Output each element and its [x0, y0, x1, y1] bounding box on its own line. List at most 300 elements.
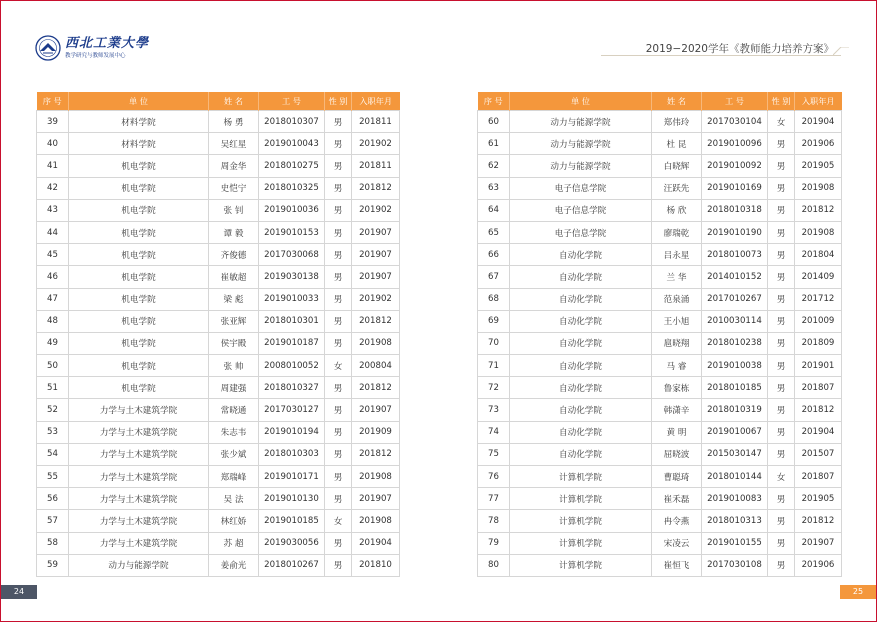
hire-date-cell: 201809: [795, 332, 842, 354]
gender-cell: 男: [768, 399, 795, 421]
row-index: 41: [37, 155, 69, 177]
row-index: 44: [37, 221, 69, 243]
gender-cell: 男: [325, 266, 352, 288]
unit-cell: 机电学院: [69, 377, 209, 399]
gender-cell: 男: [325, 133, 352, 155]
gender-cell: 男: [325, 399, 352, 421]
hire-date-cell: 201812: [352, 310, 400, 332]
unit-cell: 力学与土木建筑学院: [69, 399, 209, 421]
gender-cell: 女: [325, 355, 352, 377]
hire-date-cell: 200804: [352, 355, 400, 377]
table-row: [37, 355, 400, 377]
name-cell: 扈晓翔: [652, 332, 702, 354]
staff-id-cell: 2019010187: [259, 332, 325, 354]
unit-cell: 电子信息学院: [510, 199, 652, 221]
gender-cell: 男: [325, 221, 352, 243]
row-index: 69: [478, 310, 510, 332]
hire-date-cell: 201812: [352, 443, 400, 465]
gender-cell: 男: [768, 221, 795, 243]
name-cell: 屈晓波: [652, 443, 702, 465]
unit-cell: 力学与土木建筑学院: [69, 421, 209, 443]
table-row: [37, 532, 400, 554]
gender-cell: 男: [325, 488, 352, 510]
staff-id-cell: 2019010083: [702, 488, 768, 510]
hire-date-cell: 201905: [795, 155, 842, 177]
hire-date-cell: 201909: [352, 421, 400, 443]
unit-cell: 计算机学院: [510, 532, 652, 554]
name-header: 姓 名: [652, 92, 702, 111]
staff-id-cell: 2019010092: [702, 155, 768, 177]
table-row: [478, 377, 842, 399]
gender-cell: 男: [325, 244, 352, 266]
unit-header: 单 位: [69, 92, 209, 111]
table-row: [37, 399, 400, 421]
staff-id-cell: 2018010301: [259, 310, 325, 332]
unit-cell: 动力与能源学院: [510, 111, 652, 133]
unit-cell: 力学与土木建筑学院: [69, 443, 209, 465]
name-cell: 冉令燕: [652, 510, 702, 532]
hire-date-cell: 201807: [795, 377, 842, 399]
staff-id-cell: 2017030108: [702, 554, 768, 576]
table-row: [37, 443, 400, 465]
row-index: 73: [478, 399, 510, 421]
unit-cell: 力学与土木建筑学院: [69, 488, 209, 510]
unit-cell: 机电学院: [69, 288, 209, 310]
name-cell: 梁 彪: [209, 288, 259, 310]
table-row: [37, 332, 400, 354]
table-row: [478, 532, 842, 554]
staff-id-cell: 2015030147: [702, 443, 768, 465]
staff-id-cell: 2018010144: [702, 466, 768, 488]
unit-cell: 自动化学院: [510, 332, 652, 354]
row-index: 67: [478, 266, 510, 288]
table-row: [478, 177, 842, 199]
gender-cell: 女: [325, 510, 352, 532]
unit-cell: 动力与能源学院: [510, 133, 652, 155]
row-index: 68: [478, 288, 510, 310]
staff-id-cell: 2018010238: [702, 332, 768, 354]
staff-id-cell: 2019010033: [259, 288, 325, 310]
university-emblem-icon: [35, 35, 61, 61]
table-row: [478, 111, 842, 133]
hire-date-cell: 201810: [352, 554, 400, 576]
row-index: 76: [478, 466, 510, 488]
hire-date-cell: 201409: [795, 266, 842, 288]
name-cell: 杜 昆: [652, 133, 702, 155]
hire-date-cell: 201905: [795, 488, 842, 510]
gender-cell: 男: [768, 421, 795, 443]
staff-id-cell: 2019010169: [702, 177, 768, 199]
hire-date-cell: 201908: [795, 221, 842, 243]
unit-cell: 自动化学院: [510, 421, 652, 443]
row-index: 77: [478, 488, 510, 510]
gender-cell: 男: [325, 155, 352, 177]
name-cell: 白晓辉: [652, 155, 702, 177]
name-cell: 杨 勇: [209, 111, 259, 133]
row-index: 62: [478, 155, 510, 177]
staff-id-cell: 2019010171: [259, 466, 325, 488]
name-cell: 朱志韦: [209, 421, 259, 443]
gender-cell: 男: [768, 443, 795, 465]
table-row: [478, 244, 842, 266]
hire-date-cell: 201904: [795, 111, 842, 133]
name-cell: 黄 明: [652, 421, 702, 443]
table-row: [37, 155, 400, 177]
table-row: [478, 332, 842, 354]
table-row: [478, 310, 842, 332]
hire-date-cell: 201907: [795, 532, 842, 554]
table-row: [478, 199, 842, 221]
staff-id-cell: 2018010185: [702, 377, 768, 399]
university-logo: [35, 35, 149, 61]
table-row: [478, 443, 842, 465]
row-index: 79: [478, 532, 510, 554]
staff-id-cell: 2019010067: [702, 421, 768, 443]
gender-cell: 男: [325, 554, 352, 576]
hire-date-cell: 201807: [795, 466, 842, 488]
row-index: 64: [478, 199, 510, 221]
row-index: 50: [37, 355, 69, 377]
gender-cell: 男: [325, 421, 352, 443]
name-cell: 宋凌云: [652, 532, 702, 554]
index-header: 序 号: [478, 92, 510, 111]
unit-cell: 计算机学院: [510, 510, 652, 532]
row-index: 42: [37, 177, 69, 199]
unit-cell: 电子信息学院: [510, 177, 652, 199]
table-row: [478, 488, 842, 510]
staff-id-cell: 2019010190: [702, 221, 768, 243]
name-cell: 崔敏超: [209, 266, 259, 288]
table-row: [37, 221, 400, 243]
row-index: 74: [478, 421, 510, 443]
table-row: [478, 155, 842, 177]
unit-cell: 自动化学院: [510, 443, 652, 465]
page-number-left: 24: [1, 585, 37, 599]
unit-cell: 自动化学院: [510, 355, 652, 377]
unit-cell: 自动化学院: [510, 244, 652, 266]
unit-cell: 机电学院: [69, 355, 209, 377]
row-index: 51: [37, 377, 69, 399]
hire-date-cell: 201901: [795, 355, 842, 377]
staff-id-cell: 2014010152: [702, 266, 768, 288]
unit-cell: 自动化学院: [510, 310, 652, 332]
unit-cell: 力学与土木建筑学院: [69, 466, 209, 488]
table-row: [37, 377, 400, 399]
row-index: 54: [37, 443, 69, 465]
unit-cell: 自动化学院: [510, 288, 652, 310]
table-row: [37, 133, 400, 155]
row-index: 43: [37, 199, 69, 221]
row-index: 60: [478, 111, 510, 133]
row-index: 80: [478, 554, 510, 576]
staff-id-cell: 2019010194: [259, 421, 325, 443]
unit-cell: 力学与土木建筑学院: [69, 510, 209, 532]
hire-date-cell: 201907: [352, 488, 400, 510]
staff-id-cell: 2018010303: [259, 443, 325, 465]
gender-header: 性 别: [325, 92, 352, 111]
unit-cell: 自动化学院: [510, 266, 652, 288]
table-row: [37, 111, 400, 133]
name-cell: 吴红星: [209, 133, 259, 155]
row-index: 65: [478, 221, 510, 243]
gender-cell: 男: [325, 466, 352, 488]
row-index: 57: [37, 510, 69, 532]
name-cell: 齐俊德: [209, 244, 259, 266]
row-index: 66: [478, 244, 510, 266]
hire-date-cell: 201906: [795, 133, 842, 155]
name-cell: 崔恒飞: [652, 554, 702, 576]
hire-date-cell: 201812: [795, 510, 842, 532]
name-cell: 谭 毅: [209, 221, 259, 243]
unit-cell: 计算机学院: [510, 466, 652, 488]
staff-id-cell: 2018010325: [259, 177, 325, 199]
hire-date-cell: 201902: [352, 288, 400, 310]
gender-cell: 男: [768, 510, 795, 532]
table-header-row: [478, 92, 842, 111]
name-cell: 崔禾磊: [652, 488, 702, 510]
name-cell: 廖瑞乾: [652, 221, 702, 243]
table-row: [37, 554, 400, 576]
hire-date-cell: 201812: [795, 399, 842, 421]
row-index: 46: [37, 266, 69, 288]
staff-id-cell: 2017030127: [259, 399, 325, 421]
staff-id-cell: 2018010318: [702, 199, 768, 221]
gender-cell: 男: [768, 177, 795, 199]
name-cell: 常晓通: [209, 399, 259, 421]
gender-cell: 男: [768, 266, 795, 288]
row-index: 59: [37, 554, 69, 576]
gender-cell: 男: [768, 355, 795, 377]
row-index: 52: [37, 399, 69, 421]
unit-cell: 机电学院: [69, 199, 209, 221]
unit-cell: 力学与土木建筑学院: [69, 532, 209, 554]
hire-date-cell: 201907: [352, 266, 400, 288]
staff-id-cell: 2018010319: [702, 399, 768, 421]
gender-header: 性 别: [768, 92, 795, 111]
gender-cell: 男: [768, 332, 795, 354]
unit-cell: 电子信息学院: [510, 221, 652, 243]
staff-id-cell: 2019010155: [702, 532, 768, 554]
table-row: [478, 288, 842, 310]
name-cell: 张少斌: [209, 443, 259, 465]
staff-id-cell: 2018010267: [259, 554, 325, 576]
page-number-right: 25: [840, 585, 876, 599]
staff-id-cell: 2019010043: [259, 133, 325, 155]
unit-cell: 机电学院: [69, 332, 209, 354]
hire-date-cell: 201507: [795, 443, 842, 465]
hire-date-cell: 201811: [352, 155, 400, 177]
staff-id-cell: 2018010073: [702, 244, 768, 266]
table-row: [478, 466, 842, 488]
table-header-row: [37, 92, 400, 111]
staff-id-cell: 2017030104: [702, 111, 768, 133]
staff-id-cell: 2019010096: [702, 133, 768, 155]
hire-date-cell: 201902: [352, 133, 400, 155]
hire-date-cell: 201904: [795, 421, 842, 443]
hire-date-cell: 201907: [352, 221, 400, 243]
table-row: [37, 310, 400, 332]
row-index: 75: [478, 443, 510, 465]
name-cell: 范泉涌: [652, 288, 702, 310]
name-cell: 王小旭: [652, 310, 702, 332]
gender-cell: 男: [325, 377, 352, 399]
unit-cell: 机电学院: [69, 155, 209, 177]
table-row: [478, 510, 842, 532]
staff-id-cell: 2017010267: [702, 288, 768, 310]
name-cell: 郑瑞峰: [209, 466, 259, 488]
name-cell: 曹聪琦: [652, 466, 702, 488]
table-row: [478, 266, 842, 288]
row-index: 71: [478, 355, 510, 377]
unit-cell: 机电学院: [69, 244, 209, 266]
unit-cell: 自动化学院: [510, 377, 652, 399]
staff-id-cell: 2019030138: [259, 266, 325, 288]
id-header: 工 号: [259, 92, 325, 111]
name-cell: 吕永星: [652, 244, 702, 266]
name-cell: 张 钊: [209, 199, 259, 221]
hire-date-cell: 201907: [352, 244, 400, 266]
table-row: [478, 133, 842, 155]
gender-cell: 男: [768, 377, 795, 399]
name-cell: 韩潇辛: [652, 399, 702, 421]
gender-cell: 男: [325, 288, 352, 310]
row-index: 45: [37, 244, 69, 266]
hire-date-cell: 201812: [352, 177, 400, 199]
row-index: 53: [37, 421, 69, 443]
gender-cell: 男: [325, 199, 352, 221]
index-header: 序 号: [37, 92, 69, 111]
staff-id-cell: 2018010313: [702, 510, 768, 532]
header-divider: [601, 55, 841, 56]
table-row: [478, 554, 842, 576]
table-row: [478, 355, 842, 377]
staff-id-cell: 2019010036: [259, 199, 325, 221]
table-row: [37, 421, 400, 443]
staff-id-cell: 2019010038: [702, 355, 768, 377]
staff-table-right: [477, 92, 842, 577]
gender-cell: 男: [768, 155, 795, 177]
staff-id-cell: 2018010275: [259, 155, 325, 177]
gender-cell: 男: [325, 443, 352, 465]
unit-cell: 动力与能源学院: [69, 554, 209, 576]
row-index: 47: [37, 288, 69, 310]
name-header: 姓 名: [209, 92, 259, 111]
unit-cell: 计算机学院: [510, 554, 652, 576]
gender-cell: 男: [768, 288, 795, 310]
gender-cell: 男: [325, 177, 352, 199]
header-fold-decoration: [833, 47, 849, 57]
unit-cell: 机电学院: [69, 221, 209, 243]
gender-cell: 男: [768, 199, 795, 221]
gender-cell: 男: [325, 310, 352, 332]
name-cell: 周建强: [209, 377, 259, 399]
name-cell: 史恺宁: [209, 177, 259, 199]
gender-cell: 男: [768, 133, 795, 155]
unit-cell: 计算机学院: [510, 488, 652, 510]
name-cell: 张 帅: [209, 355, 259, 377]
hire-date-cell: 201812: [795, 199, 842, 221]
staff-id-cell: 2018010327: [259, 377, 325, 399]
name-cell: 鲁家栋: [652, 377, 702, 399]
document-title: 2019−2020学年《教师能力培养方案》: [645, 43, 834, 55]
hire-date-cell: 201904: [352, 532, 400, 554]
id-header: 工 号: [702, 92, 768, 111]
hire-date-cell: 201804: [795, 244, 842, 266]
gender-cell: 男: [325, 111, 352, 133]
hire-date-cell: 201908: [352, 466, 400, 488]
staff-id-cell: 2018010307: [259, 111, 325, 133]
row-index: 58: [37, 532, 69, 554]
hire-date-cell: 201812: [352, 377, 400, 399]
gender-cell: 男: [768, 488, 795, 510]
hire-date-header: 入职年月: [352, 92, 400, 111]
unit-header: 单 位: [510, 92, 652, 111]
table-row: [37, 466, 400, 488]
hire-date-cell: 201908: [795, 177, 842, 199]
row-index: 49: [37, 332, 69, 354]
table-row: [478, 221, 842, 243]
row-index: 48: [37, 310, 69, 332]
table-row: [37, 266, 400, 288]
unit-cell: 机电学院: [69, 177, 209, 199]
row-index: 63: [478, 177, 510, 199]
gender-cell: 男: [768, 554, 795, 576]
name-cell: 兰 华: [652, 266, 702, 288]
unit-cell: 动力与能源学院: [510, 155, 652, 177]
gender-cell: 男: [325, 332, 352, 354]
hire-date-cell: 201712: [795, 288, 842, 310]
name-cell: 杨 欣: [652, 199, 702, 221]
row-index: 72: [478, 377, 510, 399]
hire-date-header: 入职年月: [795, 92, 842, 111]
table-row: [478, 399, 842, 421]
staff-id-cell: 2010030114: [702, 310, 768, 332]
table-row: [37, 288, 400, 310]
hire-date-cell: 201906: [795, 554, 842, 576]
name-cell: 林红娇: [209, 510, 259, 532]
name-cell: 郑伟玲: [652, 111, 702, 133]
staff-id-cell: 2019010185: [259, 510, 325, 532]
name-cell: 侯宇殿: [209, 332, 259, 354]
unit-cell: 机电学院: [69, 266, 209, 288]
name-cell: 马 睿: [652, 355, 702, 377]
gender-cell: 男: [768, 532, 795, 554]
staff-table-left: [36, 92, 400, 577]
hire-date-cell: 201009: [795, 310, 842, 332]
hire-date-cell: 201908: [352, 332, 400, 354]
row-index: 56: [37, 488, 69, 510]
staff-id-cell: 2008010052: [259, 355, 325, 377]
hire-date-cell: 201811: [352, 111, 400, 133]
table-row: [37, 510, 400, 532]
name-cell: 张亚辉: [209, 310, 259, 332]
table-row: [478, 421, 842, 443]
row-index: 55: [37, 466, 69, 488]
row-index: 40: [37, 133, 69, 155]
name-cell: 吴 法: [209, 488, 259, 510]
unit-cell: 机电学院: [69, 310, 209, 332]
row-index: 70: [478, 332, 510, 354]
table-row: [37, 488, 400, 510]
gender-cell: 男: [768, 244, 795, 266]
gender-cell: 男: [768, 310, 795, 332]
table-row: [37, 199, 400, 221]
hire-date-cell: 201908: [352, 510, 400, 532]
center-name: 教学研究与教师发展中心: [65, 52, 126, 59]
gender-cell: 女: [768, 466, 795, 488]
name-cell: 汪跃先: [652, 177, 702, 199]
unit-cell: 材料学院: [69, 111, 209, 133]
